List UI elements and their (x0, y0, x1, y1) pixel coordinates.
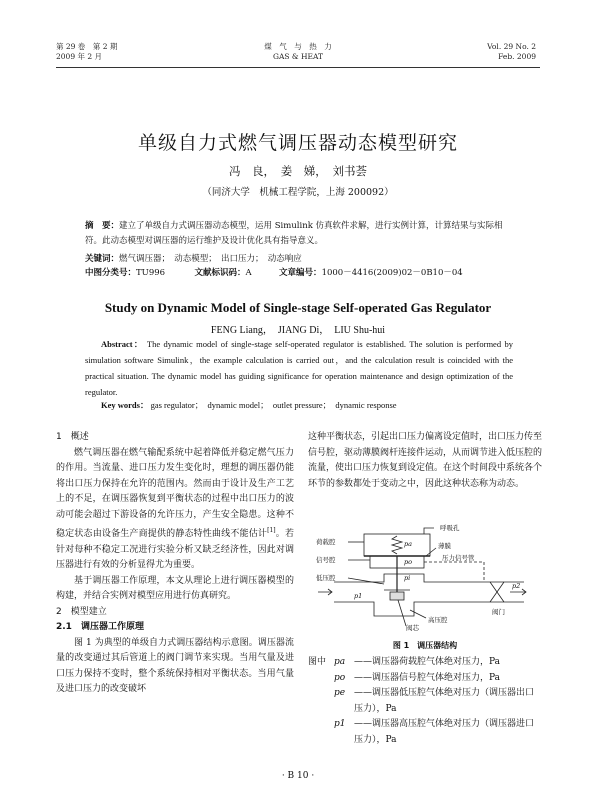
label-breather: 呼吸孔 (440, 524, 460, 532)
english-keywords-text: gas regulator； dynamic model； outlet pressure； dynamic response (150, 400, 397, 410)
valve-core (390, 592, 404, 600)
legend-row (308, 717, 542, 748)
clc-label: 中图分类号： (85, 268, 137, 278)
header-rule (56, 67, 540, 68)
label-valve-core: 阀芯 (406, 624, 419, 632)
legend-text: ——调压器荷载腔气体绝对压力，Pa (354, 657, 501, 667)
keywords-text: 燃气调压器； 动态模型； 出口压力； 动态响应 (119, 254, 302, 264)
legend-text: ——调压器高压腔气体绝对压力（调压器进口压力），Pa (354, 719, 535, 745)
body-right-column (308, 430, 542, 492)
inlet-arrow (318, 589, 332, 595)
label-low-chamber: 低压腔 (316, 574, 336, 582)
legend-row (308, 686, 542, 717)
section-2-heading: 2 模型建立 (56, 606, 107, 617)
paper-authors: 冯 良， 姜 娣， 刘书荟 (229, 164, 367, 178)
label-high-chamber: 高压腔 (428, 616, 448, 624)
body-left-column (56, 430, 294, 698)
section-1-heading: 1 概述 (56, 432, 89, 442)
section-2-1-paragraph-1: 图 1 为典型的单级自力式调压器结构示意图。调压器流量的改变通过其后管道上的阀门调节来实现。当用气量及进口压力保持不变时，整个系统保持相对平衡状态。当用气量及进口压力的改变破坏 (56, 637, 294, 694)
abstract-cn (85, 219, 513, 249)
journal-volume-en (487, 42, 536, 62)
leader-core (398, 600, 406, 626)
classification-line (85, 266, 513, 281)
legend-text: ——调压器信号腔气体绝对压力，Pa (354, 672, 501, 683)
volume-issue-en: Vol. 29 No. 2 (487, 42, 536, 51)
leader-low (348, 578, 384, 584)
figure-legend (308, 655, 542, 748)
breather-pipe (424, 528, 434, 534)
english-keywords (85, 397, 513, 413)
legend-symbol: p1 (334, 719, 346, 729)
page-number: · B 10 · (281, 771, 315, 781)
english-abstract (85, 336, 513, 400)
label-diaphragm: 薄膜 (438, 542, 451, 550)
label-pi: pi (404, 574, 411, 582)
citation-1: [1] (267, 527, 276, 534)
doc-code-value: A (245, 268, 252, 278)
keywords-label: 关键词： (85, 254, 120, 264)
label-pa: pa (404, 540, 413, 548)
right-paragraph-1: 这种平衡状态，引起出口压力偏离设定值时，出口压力传至信号腔，驱动薄膜阀杆连接件运动，从而调节进入低压腔的流量，使出口压力恢复到设定值。在这个时间段中系统各个环节的参数都处于变动之中，因此这种状态称为动态。 (308, 432, 543, 489)
label-p2: p2 (512, 582, 521, 590)
label-p1: p1 (354, 592, 363, 600)
clc-value: TU996 (136, 268, 166, 278)
label-gate-valve: 阀门 (492, 608, 505, 616)
body-top (334, 574, 464, 582)
paper-affiliation: （同济大学 机械工程学院，上海 200092） (202, 187, 394, 198)
label-signal-chamber: 信号腔 (316, 556, 336, 564)
doc-code-label: 文献标识码： (194, 268, 246, 278)
abstract-label: 摘 要： (85, 221, 120, 231)
figure-caption: 图 1 调压器结构 (392, 641, 458, 650)
label-po: po (404, 558, 413, 566)
journal-name-cn: 煤 气 与 热 力 (264, 42, 332, 51)
legend-row (308, 655, 542, 671)
leader-diaphragm (426, 548, 436, 556)
legend-row (308, 671, 542, 687)
section-1-paragraph-1-text: 燃气调压器在燃气输配系统中起着降低并稳定燃气压力的作用。当流量、进口压力发生变化时，理想的调压器仍能将出口压力保持在允许的范围内。然而由于设计及生产工艺上的不足，在调压器恢复到平衡状态的过程中出口压力的波动可能会超过下游设备的允许压力，产生安全隐患。这种不稳定状态由设备生产商提供的静态特性曲线不能估计 (56, 447, 294, 539)
paper-title: 单级自力式燃气调压器动态模型研究 (137, 132, 458, 154)
volume-issue: 第 29 卷 第 2 期 (56, 42, 118, 51)
regulator-structure-figure (314, 524, 530, 632)
gate-valve-symbol (490, 582, 504, 602)
label-load-chamber: 荷载腔 (316, 538, 336, 546)
leader-high (410, 610, 426, 618)
english-abstract-label: Abstract： (101, 339, 144, 349)
legend-symbol: po (334, 672, 346, 683)
publication-date-en: Feb. 2009 (498, 52, 536, 61)
section-1-paragraph-1-tail: 。若针对每种不稳定工况进行实验分析又缺乏经济性，因此对调压器进行有效的分析显得尤为重要。 (56, 529, 294, 570)
legend-symbol: pa (334, 657, 346, 667)
section-1-paragraph-2: 基于调压器工作原理，本文从理论上进行调压器模型的构建，并结合实例对模型应用进行仿真研究。 (56, 575, 294, 601)
section-1-paragraph-1 (56, 446, 294, 574)
abstract-text: 建立了单级自力式调压器动态模型，运用 Simulink 仿真软件求解，进行实例计算，计算结果与实际相符。此动态模型对调压器的运行维护及设计优化具有指导意义。 (85, 221, 503, 246)
legend-text: ——调压器低压腔气体绝对压力（调压器出口压力），Pa (354, 688, 535, 714)
article-id-label: 文章编号： (279, 268, 322, 278)
english-abstract-text: The dynamic model of single-stage self-operated regulator is established. The solution is performed by simulation software Simulink，the example calculation is carried out，and the calculation result is coincided with the practical situation. The dynamic model has guiding significance for operation maintenance and design optimization of the regulator. (85, 339, 513, 397)
english-title: Study on Dynamic Model of Single-stage Self-operated Gas Regulator (104, 300, 492, 315)
legend-head: 图中 (308, 657, 327, 667)
signal-pipe (424, 562, 484, 582)
keywords-cn (85, 252, 513, 267)
legend-symbol: pe (334, 688, 346, 698)
english-keywords-label: Key words： (101, 400, 149, 410)
spring-shape (392, 536, 402, 554)
journal-name-en: GAS & HEAT (272, 52, 323, 61)
article-id-value: 1000－4416(2009)02－0B10－04 (321, 268, 463, 278)
section-2-1-heading: 2.1 调压器工作原理 (56, 622, 144, 632)
load-chamber-box (364, 534, 430, 556)
label-signal-pipe: 压力信号管 (442, 554, 475, 562)
english-authors: FENG Liang， JIANG Di， LIU Shu-hui (210, 325, 386, 336)
publication-date: 2009 年 2 月 (56, 52, 103, 61)
